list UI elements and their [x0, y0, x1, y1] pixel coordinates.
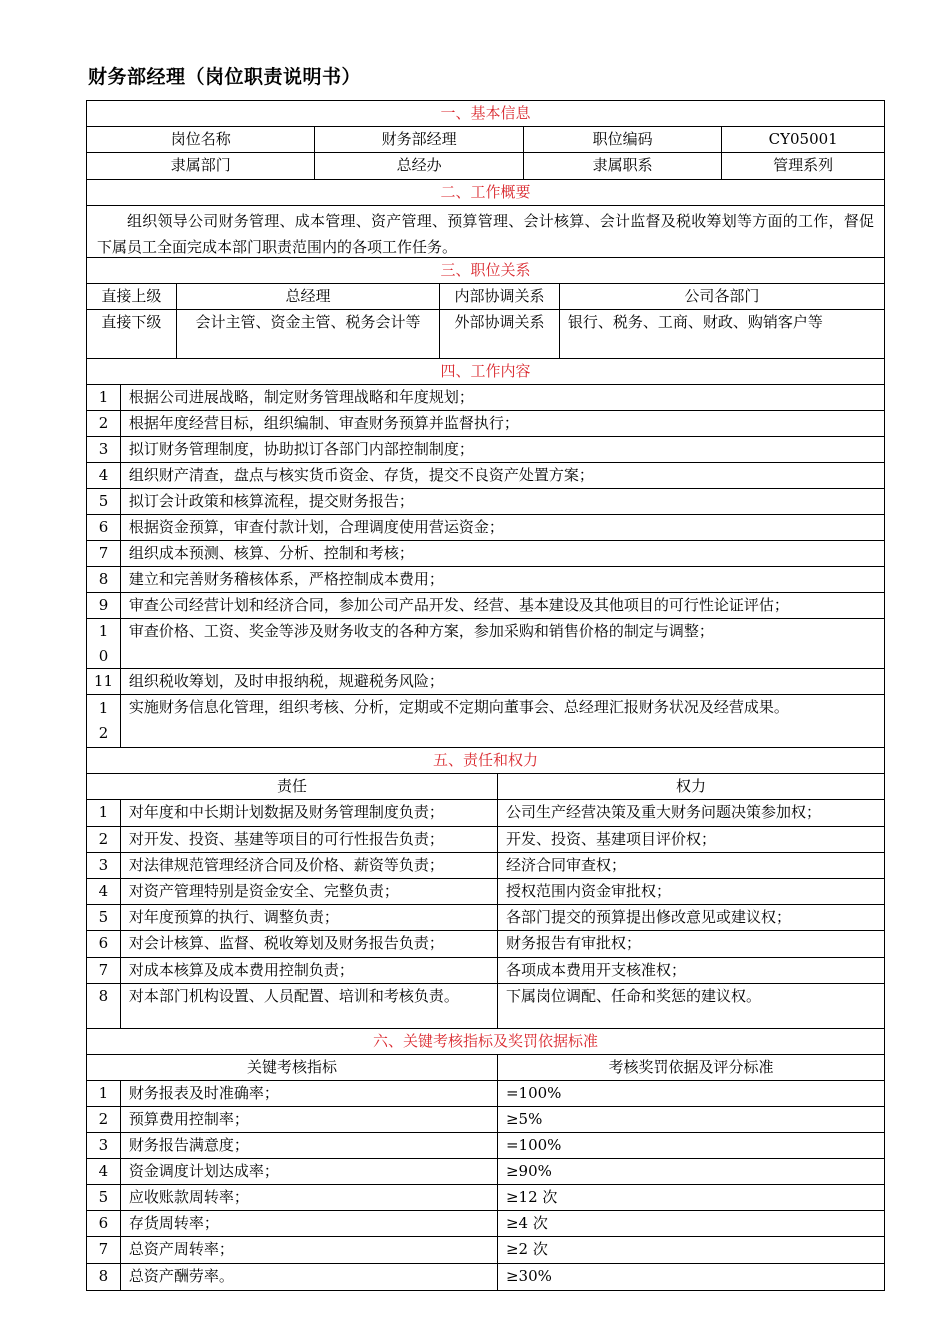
responsibility-row [87, 800, 884, 827]
section-kpi [86, 1028, 885, 1291]
kpi-row [87, 1107, 884, 1133]
duty-row [87, 437, 884, 463]
kpi-name: 资金调度计划达成率； [121, 1159, 498, 1184]
duty-text: 建立和完善财务稽核体系，严格控制成本费用； [128, 570, 444, 588]
duty-text: 审查价格、工资、奖金等涉及财务收支的各种方案，参加采购和销售价格的制定与调整； [128, 622, 714, 640]
responsibility-text: 对成本核算及成本费用控制负责； [121, 958, 498, 983]
responsibility-row [87, 905, 884, 931]
value-cell: 总经办 [315, 153, 523, 179]
duty-text: 根据年度经营目标，组织编制、审查财务预算并监督执行； [128, 414, 519, 432]
row-number: 5 [87, 905, 121, 930]
duty-row [87, 411, 884, 437]
responsibility-row [87, 958, 884, 984]
duty-row [87, 619, 884, 669]
responsibility-text: 对开发、投资、基建等项目的可行性报告负责； [121, 827, 498, 852]
authority-text: 各项成本费用开支核准权； [505, 961, 686, 979]
kpi-row [87, 1264, 884, 1290]
duty-row [87, 541, 884, 567]
kpi-standard: ≥12 次 [505, 1188, 558, 1206]
value-cell: 财务部经理 [315, 127, 523, 152]
summary-text: 组织领导公司财务管理、成本管理、资产管理、预算管理、会计核算、会计监督及税收筹划等方面的工作，督促下属员工全面完成本部门职责范围内的各项工作任务。 [97, 212, 874, 256]
kpi-name: 总资产周转率； [121, 1237, 498, 1263]
responsibility-row [87, 827, 884, 853]
row-number: 11 [87, 669, 121, 694]
authority-text: 各部门提交的预算提出修改意见或建议权； [505, 908, 791, 926]
row-number: 7 [87, 958, 121, 983]
duty-text: 组织财产清查，盘点与核实货币资金、存货，提交不良资产处置方案； [128, 466, 594, 484]
kpi-name: 预算费用控制率； [121, 1107, 498, 1132]
kpi-row [87, 1159, 884, 1185]
kpi-standard: ≥30% [505, 1267, 552, 1285]
label-cell: 隶属部门 [87, 153, 315, 179]
row-number: 1 [87, 385, 121, 410]
kpi-name: 总资产酬劳率。 [121, 1264, 498, 1290]
row-number: 1 2 [87, 695, 121, 747]
info-row [87, 153, 884, 179]
row-number: 7 [87, 541, 121, 566]
authority-text: 下属岗位调配、任命和奖惩的建议权。 [505, 987, 761, 1005]
duty-text: 拟订会计政策和核算流程，提交财务报告； [128, 492, 414, 510]
row-number: 7 [87, 1237, 121, 1263]
section-header: 一、基本信息 [440, 104, 531, 122]
row-number: 1 [87, 1081, 121, 1106]
responsibility-text: 对资产管理特别是资金安全、完整负责； [121, 879, 498, 904]
page-title: 财务部经理（岗位职责说明书） [88, 66, 362, 88]
kpi-row [87, 1185, 884, 1211]
section-header: 五、责任和权力 [432, 751, 538, 769]
section-responsibility-authority [86, 747, 885, 1028]
duty-row [87, 593, 884, 619]
kpi-name: 财务报告满意度； [121, 1133, 498, 1158]
kpi-standard: ≥90% [505, 1162, 552, 1180]
relation-row [87, 284, 884, 310]
row-number: 1 0 [87, 619, 121, 668]
section-header: 二、工作概要 [440, 183, 531, 201]
duty-row [87, 669, 884, 695]
row-number: 6 [87, 1211, 121, 1236]
row-number: 4 [87, 463, 121, 488]
duty-row [87, 515, 884, 541]
duty-text: 根据资金预算，审查付款计划，合理调度使用营运资金； [128, 518, 504, 536]
row-number: 5 [87, 1185, 121, 1210]
column-header: 关键考核指标 [87, 1055, 498, 1080]
responsibility-text: 对本部门机构设置、人员配置、培训和考核负责。 [121, 984, 498, 1028]
value-cell: 银行、税务、工商、财政、购销客户等 [567, 313, 823, 331]
value-cell: 总经理 [177, 284, 440, 309]
column-header-row [87, 774, 884, 800]
duty-text: 组织税收筹划，及时申报纳税，规避税务风险； [128, 672, 444, 690]
relation-row [87, 310, 884, 358]
column-header: 考核奖罚依据及评分标准 [608, 1058, 774, 1076]
row-number: 2 [87, 1107, 121, 1132]
row-number: 6 [87, 931, 121, 957]
kpi-row [87, 1211, 884, 1237]
authority-text: 财务报告有审批权； [505, 934, 641, 952]
value-cell: CY05001 [768, 130, 838, 148]
authority-text: 开发、投资、基建项目评价权； [505, 830, 716, 848]
section-header: 四、工作内容 [440, 362, 531, 380]
section-header: 三、职位关系 [440, 261, 531, 279]
kpi-standard: ≥5% [505, 1110, 543, 1128]
row-number: 3 [87, 853, 121, 878]
responsibility-row [87, 984, 884, 1028]
row-number: 6 [87, 515, 121, 540]
row-number: 8 [87, 1264, 121, 1290]
kpi-name: 应收账款周转率； [121, 1185, 498, 1210]
section-duties [86, 358, 885, 747]
responsibility-text: 对会计核算、监督、税收筹划及财务报告负责； [121, 931, 498, 957]
row-number: 2 [87, 411, 121, 436]
duty-text: 审查公司经营计划和经济合同，参加公司产品开发、经营、基本建设及其他项目的可行性论证评估； [128, 596, 789, 614]
kpi-standard: =100% [505, 1084, 562, 1102]
section-summary [86, 179, 885, 257]
authority-text: 经济合同审查权； [505, 856, 626, 874]
authority-text: 公司生产经营决策及重大财务问题决策参加权； [505, 803, 821, 821]
responsibility-text: 对年度和中长期计划数据及财务管理制度负责； [121, 800, 498, 826]
section-header: 六、关键考核指标及奖罚依据标准 [372, 1032, 598, 1050]
row-number: 8 [87, 567, 121, 592]
row-number: 8 [87, 984, 121, 1028]
row-number: 3 [87, 437, 121, 462]
duty-text: 根据公司进展战略，制定财务管理战略和年度规划； [128, 388, 474, 406]
duty-text: 组织成本预测、核算、分析、控制和考核； [128, 544, 414, 562]
duty-text: 拟订财务管理制度，协助拟订各部门内部控制制度； [128, 440, 474, 458]
label-cell: 职位编码 [524, 127, 723, 152]
row-number: 4 [87, 879, 121, 904]
responsibility-row [87, 879, 884, 905]
value-cell: 公司各部门 [684, 287, 760, 305]
kpi-standard: ≥4 次 [505, 1214, 548, 1232]
row-number: 5 [87, 489, 121, 514]
responsibility-text: 对法律规范管理经济合同及价格、薪资等负责； [121, 853, 498, 878]
job-description-table [86, 100, 885, 1291]
row-number: 4 [87, 1159, 121, 1184]
info-row [87, 127, 884, 153]
label-cell: 直接上级 [87, 284, 177, 309]
duty-row [87, 567, 884, 593]
value-cell: 管理系列 [773, 156, 834, 174]
row-number: 3 [87, 1133, 121, 1158]
duty-row [87, 385, 884, 411]
section-basic-info [86, 100, 885, 179]
row-number: 1 [87, 800, 121, 826]
column-header: 责任 [87, 774, 498, 799]
kpi-name: 存货周转率； [121, 1211, 498, 1236]
kpi-row [87, 1133, 884, 1159]
label-cell: 外部协调关系 [440, 310, 560, 358]
column-header: 权力 [675, 777, 706, 795]
authority-text: 授权范围内资金审批权； [505, 882, 671, 900]
row-number: 9 [87, 593, 121, 618]
kpi-row [87, 1081, 884, 1107]
duty-text: 实施财务信息化管理，组织考核、分析，定期或不定期向董事会、总经理汇报财务状况及经营成果。 [128, 698, 789, 716]
responsibility-row [87, 931, 884, 958]
duty-row [87, 463, 884, 489]
label-cell: 岗位名称 [87, 127, 315, 152]
kpi-standard: ≥2 次 [505, 1240, 548, 1258]
responsibility-row [87, 853, 884, 879]
section-relations [86, 257, 885, 358]
duty-row [87, 695, 884, 747]
label-cell: 内部协调关系 [440, 284, 560, 309]
row-number: 2 [87, 827, 121, 852]
label-cell: 隶属职系 [524, 153, 723, 179]
value-cell: 会计主管、资金主管、税务会计等 [177, 310, 440, 358]
label-cell: 直接下级 [87, 310, 177, 358]
kpi-name: 财务报表及时准确率； [121, 1081, 498, 1106]
kpi-row [87, 1237, 884, 1264]
duty-row [87, 489, 884, 515]
responsibility-text: 对年度预算的执行、调整负责； [121, 905, 498, 930]
kpi-standard: =100% [505, 1136, 562, 1154]
column-header-row [87, 1055, 884, 1081]
